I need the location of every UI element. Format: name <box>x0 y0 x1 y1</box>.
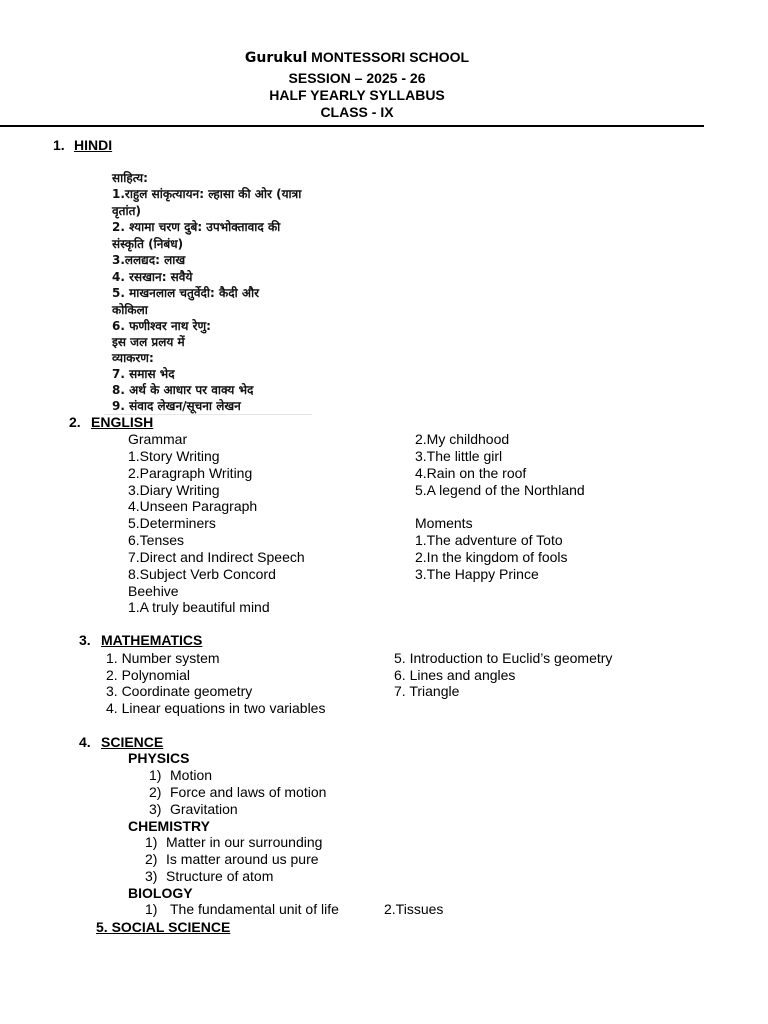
english-left-item: 7.Direct and Indirect Speech <box>128 549 305 565</box>
english-left-item: 4.Unseen Paragraph <box>128 498 258 514</box>
hindi-line: 3.ललद्यद: लाख <box>112 253 186 267</box>
english-left-item: 5.Determiners <box>128 515 216 531</box>
physics-heading: PHYSICS <box>128 750 190 766</box>
english-left-item: 6.Tenses <box>128 532 185 548</box>
physics-item-number: 2) <box>149 784 162 800</box>
english-right-item: Moments <box>415 515 473 531</box>
english-number: 2. <box>69 414 81 430</box>
english-right-item: 4.Rain on the roof <box>415 465 527 481</box>
maths-right-item: 6. Lines and angles <box>394 667 516 683</box>
hindi-line: 8. अर्थ के आधार पर वाक्य भेद <box>112 383 254 397</box>
hindi-line: व्याकरण: <box>112 351 154 365</box>
english-left-item: Beehive <box>128 583 179 599</box>
hindi-line: 5. माखनलाल चतुर्वेदी: कैदी और <box>112 286 260 300</box>
maths-left-item: 1. Number system <box>106 650 220 666</box>
physics-item: Gravitation <box>170 801 238 817</box>
hindi-line: 2. श्यामा चरण दुबे: उपभोक्तावाद की <box>112 220 281 234</box>
chemistry-item: Is matter around us pure <box>166 851 319 867</box>
hindi-number: 1. <box>53 137 65 153</box>
english-right-item: 5.A legend of the Northland <box>415 482 585 498</box>
english-heading: ENGLISH <box>91 414 154 430</box>
chemistry-item: Structure of atom <box>166 868 274 884</box>
syllabus-title: HALF YEARLY SYLLABUS <box>269 87 445 103</box>
school-logo-text: Gurukul <box>244 50 308 66</box>
english-left-item: 1.A truly beautiful mind <box>128 599 270 615</box>
chemistry-item-number: 3) <box>145 868 158 884</box>
social-science-heading: 5. SOCIAL SCIENCE <box>96 919 231 935</box>
maths-left-item: 4. Linear equations in two variables <box>106 700 326 716</box>
maths-heading: MATHEMATICS <box>101 632 203 648</box>
hindi-line: संस्कृति (निबंध) <box>112 237 184 251</box>
biology-item-right: 2.Tissues <box>384 901 444 917</box>
science-heading: SCIENCE <box>101 734 164 750</box>
maths-left-item: 2. Polynomial <box>106 667 191 683</box>
chemistry-item-number: 2) <box>145 851 158 867</box>
maths-number: 3. <box>79 632 91 648</box>
physics-item: Motion <box>170 767 213 783</box>
chemistry-item: Matter in our surrounding <box>166 834 323 850</box>
hindi-line: इस जल प्रलय में <box>112 335 185 349</box>
science-number: 4. <box>79 734 91 750</box>
english-right-item: 3.The Happy Prince <box>415 566 539 582</box>
header-divider <box>0 125 704 127</box>
school-name-suffix: MONTESSORI SCHOOL <box>307 49 470 65</box>
school-name <box>0 48 714 67</box>
biology-item-number: 1) <box>145 901 158 917</box>
biology-item: The fundamental unit of life <box>170 901 339 917</box>
hindi-line: 9. संवाद लेखन/सूचना लेखन <box>112 399 241 413</box>
hindi-line: 6. फणीश्वर नाथ रेणु: <box>112 319 211 333</box>
english-right-item: 3.The little girl <box>415 448 503 464</box>
english-right-item: 2.My childhood <box>415 431 510 447</box>
hindi-line: 7. समास भेद <box>112 367 175 381</box>
english-left-item: 8.Subject Verb Concord <box>128 566 276 582</box>
chemistry-item-number: 1) <box>145 834 158 850</box>
english-right-item: 2.In the kingdom of fools <box>415 549 568 565</box>
maths-left-item: 3. Coordinate geometry <box>106 683 253 699</box>
physics-item-number: 1) <box>149 767 162 783</box>
hindi-line: वृतांत) <box>112 204 141 218</box>
hindi-line: 4. रसखान: सवैये <box>112 270 193 284</box>
biology-heading: BIOLOGY <box>128 885 193 901</box>
hindi-line: कोकिला <box>112 303 148 317</box>
maths-right-item: 5. Introduction to Euclid’s geometry <box>394 650 613 666</box>
hindi-heading: HINDI <box>74 137 113 153</box>
chemistry-heading: CHEMISTRY <box>128 818 210 834</box>
physics-item: Force and laws of motion <box>170 784 327 800</box>
session-line: SESSION – 2025 - 26 <box>288 70 426 86</box>
class-line: CLASS - IX <box>320 104 394 120</box>
english-left-item: 1.Story Writing <box>128 448 220 464</box>
english-left-item: 2.Paragraph Writing <box>128 465 253 481</box>
english-left-item: Grammar <box>128 431 188 447</box>
english-right-item: 1.The adventure of Toto <box>415 532 563 548</box>
hindi-line: साहित्य: <box>112 171 148 185</box>
english-left-item: 3.Diary Writing <box>128 482 220 498</box>
maths-right-item: 7. Triangle <box>394 683 460 699</box>
physics-item-number: 3) <box>149 801 162 817</box>
hindi-line: 1.राहुल सांकृत्यायन: ल्हासा की ओर (यात्रा <box>112 187 302 201</box>
